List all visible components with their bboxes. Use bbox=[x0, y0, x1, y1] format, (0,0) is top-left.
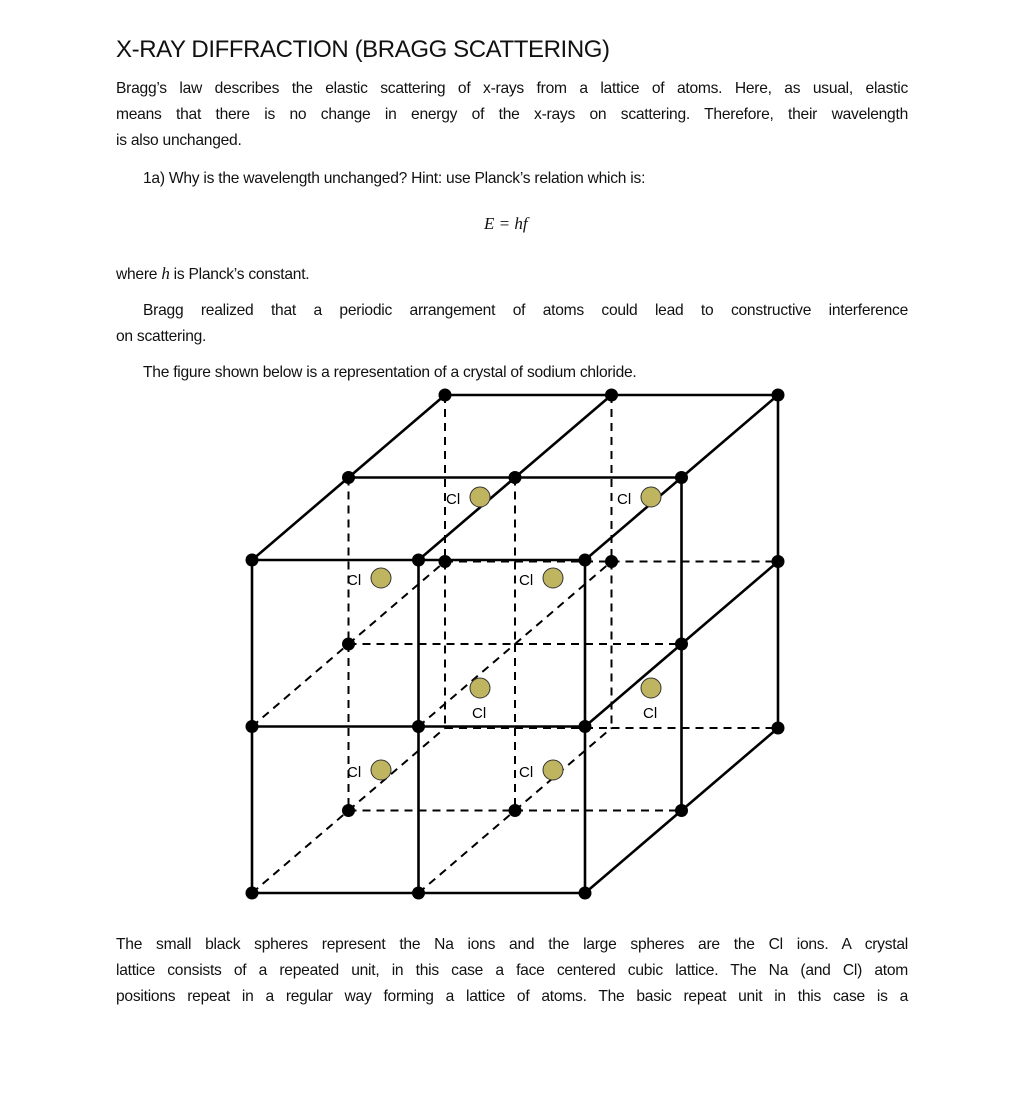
figure-caption: The figure shown below is a representation of a crystal of sodium chloride. bbox=[143, 364, 637, 381]
na-ion bbox=[675, 638, 688, 651]
cl-label: Cl bbox=[347, 764, 362, 781]
na-ion bbox=[246, 720, 259, 733]
cl-ion bbox=[470, 487, 490, 507]
cl-label: Cl bbox=[446, 491, 461, 508]
cl-label: Cl bbox=[519, 572, 534, 589]
na-ion bbox=[675, 804, 688, 817]
outro-line: The small black spheres represent the Na ions and the large spheres are the Cl ions. A crystal bbox=[116, 936, 908, 953]
lattice-edge bbox=[682, 728, 779, 811]
hidden-lattice-edge bbox=[252, 811, 349, 894]
cl-ion bbox=[641, 678, 661, 698]
cl-ion bbox=[371, 568, 391, 588]
hidden-lattice-edge bbox=[349, 562, 446, 645]
page-title: X-RAY DIFFRACTION (BRAGG SCATTERING) bbox=[116, 36, 610, 63]
hidden-lattice-edge bbox=[419, 644, 516, 727]
outro-line: lattice consists of a repeated unit, in this case a face centered cubic lattice. The Na (and Cl) atom bbox=[116, 962, 908, 979]
na-ion bbox=[246, 887, 259, 900]
bragg-line: Bragg realized that a periodic arrangement of atoms could lead to constructive interference bbox=[143, 302, 908, 319]
cl-ion bbox=[641, 487, 661, 507]
na-ion bbox=[246, 554, 259, 567]
cl-label: Cl bbox=[519, 764, 534, 781]
cl-label: Cl bbox=[472, 705, 487, 722]
lattice-edge bbox=[682, 395, 779, 478]
na-ion bbox=[342, 638, 355, 651]
cl-ion bbox=[371, 760, 391, 780]
lattice-edge bbox=[585, 644, 682, 727]
na-ion bbox=[772, 389, 785, 402]
cl-ion bbox=[470, 678, 490, 698]
outro-line: positions repeat in a regular way forming a lattice of atoms. The basic repeat unit in this case is a bbox=[116, 988, 908, 1005]
na-ion bbox=[439, 389, 452, 402]
lattice-edge bbox=[419, 478, 516, 561]
na-ion bbox=[439, 555, 452, 568]
where-post: is Planck’s constant. bbox=[169, 266, 310, 283]
lattice-edge bbox=[515, 395, 612, 478]
lattice-edge bbox=[252, 478, 349, 561]
where-pre: where bbox=[116, 266, 162, 283]
cl-label: Cl bbox=[617, 491, 632, 508]
na-ion bbox=[509, 804, 522, 817]
cl-label: Cl bbox=[347, 572, 362, 589]
na-ion bbox=[772, 722, 785, 735]
na-ion bbox=[579, 554, 592, 567]
question-1a: 1a) Why is the wavelength unchanged? Hint: use Planck’s relation which is: bbox=[143, 170, 646, 187]
cl-ion bbox=[543, 568, 563, 588]
hidden-lattice-edge bbox=[419, 811, 516, 894]
lattice-edge bbox=[585, 478, 682, 561]
na-ion bbox=[579, 887, 592, 900]
planck-equation: E = hf bbox=[484, 214, 528, 233]
lattice-edge bbox=[349, 395, 446, 478]
intro-line: is also unchanged. bbox=[116, 132, 242, 149]
na-ion bbox=[509, 471, 522, 484]
intro-line: means that there is no change in energy of the x-rays on scattering. Therefore, their wavelength bbox=[116, 106, 908, 123]
cl-ion bbox=[543, 760, 563, 780]
hidden-lattice-edge bbox=[349, 728, 446, 811]
na-ion bbox=[412, 554, 425, 567]
hidden-lattice-edge bbox=[252, 644, 349, 727]
lattice-edge bbox=[585, 811, 682, 894]
intro-line: Bragg’s law describes the elastic scattering of x-rays from a lattice of atoms. Here, as usual, elastic bbox=[116, 80, 908, 97]
na-ion bbox=[579, 720, 592, 733]
lattice-edge bbox=[682, 562, 779, 645]
where-var: h bbox=[161, 264, 170, 283]
na-ion bbox=[772, 555, 785, 568]
na-ion bbox=[605, 555, 618, 568]
na-ion bbox=[342, 471, 355, 484]
bragg-line: on scattering. bbox=[116, 328, 207, 345]
na-ion bbox=[412, 720, 425, 733]
na-ion bbox=[412, 887, 425, 900]
cl-label: Cl bbox=[643, 705, 658, 722]
na-ion bbox=[675, 471, 688, 484]
na-ion bbox=[342, 804, 355, 817]
na-ion bbox=[605, 389, 618, 402]
